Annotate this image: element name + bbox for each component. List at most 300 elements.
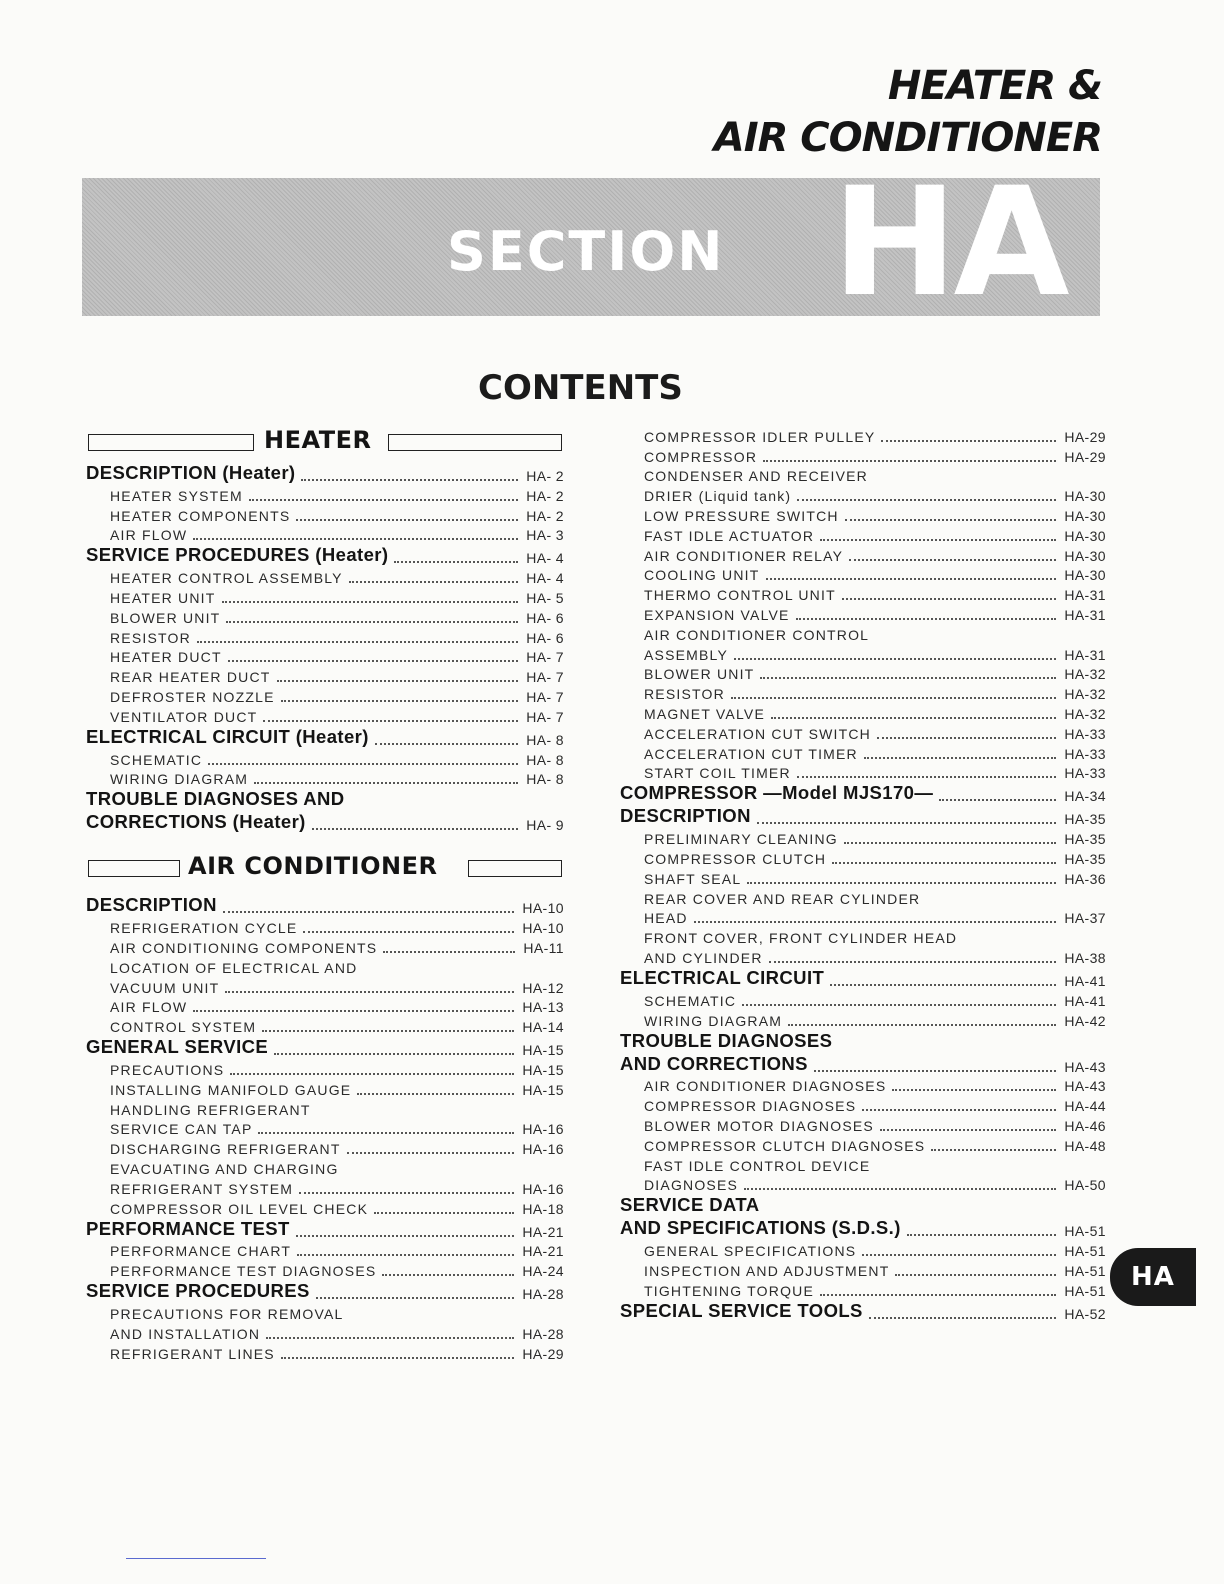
- leader-dots: [193, 1010, 514, 1012]
- leader-dots: [731, 697, 1056, 699]
- leader-dots: [832, 862, 1056, 864]
- contents-left-column: [86, 428, 564, 1363]
- leader-dots: [880, 1129, 1056, 1131]
- toc-entry-page: HA-44: [1064, 1098, 1106, 1115]
- toc-entry-page: HA-30: [1064, 567, 1106, 584]
- toc-entry-label: DISCHARGING REFRIGERANT: [110, 1141, 341, 1158]
- toc-entry[interactable]: [86, 749, 564, 769]
- toc-entry-page: HA-15: [522, 1081, 564, 1098]
- toc-entry[interactable]: [86, 1099, 564, 1119]
- toc-entry-page: HA- 8: [526, 771, 564, 788]
- toc-entry-label: SPECIAL SERVICE TOOLS: [620, 1299, 863, 1321]
- toc-entry[interactable]: [86, 1198, 564, 1218]
- toc-entry-page: HA- 2: [526, 468, 564, 484]
- toc-entry-page: HA-33: [1064, 725, 1106, 742]
- toc-entry-label: COMPRESSOR DIAGNOSES: [644, 1098, 857, 1115]
- toc-entry-label: BLOWER MOTOR DIAGNOSES: [644, 1117, 874, 1134]
- toc-entry[interactable]: [620, 828, 1106, 848]
- toc-entry-label: LOW PRESSURE SWITCH: [644, 507, 839, 524]
- toc-entry-page: HA-21: [522, 1223, 564, 1240]
- toc-entry-label: INSPECTION AND ADJUSTMENT: [644, 1262, 890, 1279]
- leader-dots: [258, 1132, 514, 1134]
- leader-dots: [862, 1254, 1056, 1256]
- toc-entry-label: GENERAL SERVICE: [86, 1036, 269, 1058]
- ac-header: [86, 854, 564, 888]
- leader-dots: [263, 720, 518, 722]
- toc-entry[interactable]: [620, 848, 1106, 868]
- toc-entry-label: DESCRIPTION (Heater): [86, 462, 296, 483]
- toc-entry[interactable]: [620, 805, 1106, 828]
- toc-entry-page: HA-36: [1064, 870, 1106, 887]
- toc-entry[interactable]: [86, 544, 564, 567]
- toc-entry-page: HA- 3: [526, 527, 564, 544]
- section-word: SECTION: [447, 220, 725, 283]
- toc-entry-label: PERFORMANCE CHART: [110, 1243, 292, 1260]
- toc-entry-label: EVACUATING AND CHARGING: [110, 1160, 339, 1177]
- leader-dots: [769, 961, 1057, 963]
- toc-entry-label: SCHEMATIC: [110, 751, 203, 768]
- toc-entry[interactable]: [86, 525, 564, 545]
- toc-entry-page: HA-29: [522, 1345, 564, 1362]
- leader-dots: [230, 1073, 514, 1075]
- leader-dots: [382, 1274, 514, 1276]
- ac-toc-list-continued: [620, 426, 1106, 1323]
- toc-entry-page: HA-10: [522, 920, 564, 937]
- leader-dots: [349, 581, 518, 583]
- toc-entry[interactable]: [620, 584, 1106, 604]
- toc-entry-label: REFRIGERATION CYCLE: [110, 920, 298, 937]
- toc-entry[interactable]: [620, 868, 1106, 888]
- toc-entry-label: SERVICE PROCEDURES (Heater): [86, 544, 389, 566]
- toc-entry-label: SERVICE PROCEDURES: [86, 1280, 310, 1302]
- toc-entry-label: AND CYLINDER: [644, 949, 763, 966]
- toc-entry[interactable]: [620, 624, 1106, 644]
- toc-entry[interactable]: [86, 1059, 564, 1079]
- toc-entry[interactable]: [620, 947, 1106, 967]
- toc-entry-label: HEATER DUCT: [110, 649, 222, 666]
- leader-dots: [845, 519, 1057, 521]
- toc-entry[interactable]: [86, 894, 564, 917]
- leader-dots: [226, 621, 518, 623]
- toc-entry-label: ELECTRICAL CIRCUIT: [620, 966, 825, 988]
- toc-entry-label: REAR HEATER DUCT: [110, 669, 271, 686]
- toc-entry[interactable]: [620, 466, 1106, 486]
- toc-entry-page: HA-12: [522, 979, 564, 996]
- toc-entry-label: FRONT COVER, FRONT CYLINDER HEAD: [644, 930, 958, 947]
- toc-entry-page: HA-41: [1064, 972, 1106, 989]
- toc-entry-page: HA- 8: [526, 731, 564, 748]
- toc-entry[interactable]: [620, 1115, 1106, 1135]
- toc-entry[interactable]: [620, 1217, 1106, 1240]
- leader-dots: [797, 776, 1057, 778]
- toc-entry[interactable]: [86, 647, 564, 667]
- toc-entry[interactable]: [86, 485, 564, 505]
- toc-entry-page: HA- 9: [526, 817, 564, 834]
- toc-entry-page: HA- 5: [526, 589, 564, 606]
- section-side-tab[interactable]: HA: [1110, 1248, 1196, 1306]
- toc-entry-page: HA-21: [522, 1243, 564, 1260]
- leader-dots: [788, 1024, 1056, 1026]
- toc-entry[interactable]: [86, 1280, 564, 1303]
- toc-entry-page: HA-24: [522, 1263, 564, 1280]
- leader-dots: [814, 1070, 1056, 1072]
- leader-dots: [277, 680, 519, 682]
- toc-entry[interactable]: [620, 723, 1106, 743]
- toc-entry[interactable]: [620, 703, 1106, 723]
- toc-entry-page: HA-43: [1064, 1078, 1106, 1095]
- leader-dots: [742, 1004, 1056, 1006]
- toc-entry[interactable]: [86, 1323, 564, 1343]
- toc-entry-label: HEATER COMPONENTS: [110, 507, 291, 524]
- toc-entry-label: AND SPECIFICATIONS (S.D.S.): [620, 1217, 901, 1239]
- toc-entry-label: CONTROL SYSTEM: [110, 1019, 257, 1036]
- toc-entry-label: EXPANSION VALVE: [644, 606, 790, 623]
- toc-entry-page: HA-11: [523, 939, 564, 956]
- toc-entry[interactable]: [86, 1036, 564, 1059]
- header-rule-left: [88, 860, 180, 877]
- toc-entry-page: HA-30: [1064, 488, 1106, 505]
- toc-entry[interactable]: [86, 937, 564, 957]
- toc-entry-label: HEATER UNIT: [110, 589, 216, 606]
- leader-dots: [881, 440, 1056, 442]
- toc-entry[interactable]: [620, 782, 1106, 805]
- toc-entry-label: GENERAL SPECIFICATIONS: [644, 1243, 857, 1260]
- leader-dots: [281, 1357, 514, 1359]
- toc-entry-label: VENTILATOR DUCT: [110, 708, 258, 725]
- toc-entry-page: HA-30: [1064, 507, 1106, 524]
- toc-entry[interactable]: [86, 505, 564, 525]
- leader-dots: [299, 1192, 514, 1194]
- toc-entry-page: HA-30: [1064, 547, 1106, 564]
- leader-dots: [907, 1234, 1057, 1236]
- leader-dots: [357, 1093, 514, 1095]
- toc-entry-label: SCHEMATIC: [644, 992, 737, 1009]
- toc-entry-page: HA-15: [522, 1042, 564, 1059]
- toc-entry-label: COMPRESSOR IDLER PULLEY: [644, 428, 876, 445]
- toc-entry-label: AIR CONDITIONING COMPONENTS: [110, 939, 378, 956]
- title-line-1: HEATER &: [887, 63, 1102, 109]
- leader-dots: [296, 519, 518, 521]
- leader-dots: [757, 822, 1056, 824]
- leader-dots: [796, 618, 1057, 620]
- footer-rule: [126, 1558, 266, 1559]
- toc-entry-page: HA- 2: [526, 487, 564, 504]
- toc-entry[interactable]: [620, 604, 1106, 624]
- section-banner: [82, 178, 1100, 316]
- leader-dots: [303, 931, 514, 933]
- toc-entry-label: INSTALLING MANIFOLD GAUGE: [110, 1081, 352, 1098]
- leader-dots: [842, 598, 1056, 600]
- toc-entry-label: PRECAUTIONS FOR REMOVAL: [110, 1305, 344, 1322]
- toc-entry-page: HA-16: [522, 1141, 564, 1158]
- toc-entry[interactable]: [620, 743, 1106, 763]
- leader-dots: [694, 921, 1057, 923]
- toc-entry-page: HA-42: [1064, 1012, 1106, 1029]
- leader-dots: [208, 763, 518, 765]
- toc-entry[interactable]: [620, 644, 1106, 664]
- toc-entry-label: CONDENSER AND RECEIVER: [644, 468, 868, 485]
- toc-entry-label: VACUUM UNIT: [110, 979, 220, 996]
- header-rule-right: [468, 860, 562, 877]
- section-code: HA: [832, 178, 1066, 316]
- toc-entry[interactable]: [620, 888, 1106, 908]
- leader-dots: [766, 578, 1057, 580]
- toc-entry[interactable]: [620, 1260, 1106, 1280]
- toc-entry[interactable]: [620, 545, 1106, 565]
- toc-entry-page: HA-43: [1064, 1058, 1106, 1075]
- toc-entry-label: REAR COVER AND REAR CYLINDER: [644, 890, 921, 907]
- toc-entry[interactable]: [86, 917, 564, 937]
- toc-entry-page: HA-14: [522, 1019, 564, 1036]
- toc-entry-label: SERVICE CAN TAP: [110, 1121, 253, 1138]
- leader-dots: [301, 479, 518, 481]
- toc-entry-page: HA-28: [522, 1286, 564, 1303]
- toc-entry-label: PRELIMINARY CLEANING: [644, 831, 838, 848]
- leader-dots: [262, 1030, 514, 1032]
- toc-entry-page: HA-32: [1064, 705, 1106, 722]
- toc-entry[interactable]: [620, 763, 1106, 783]
- toc-entry[interactable]: [86, 1138, 564, 1158]
- toc-entry-page: HA-35: [1064, 850, 1106, 867]
- toc-entry[interactable]: [86, 627, 564, 647]
- leader-dots: [266, 1337, 514, 1339]
- toc-entry-page: HA-48: [1064, 1137, 1106, 1154]
- toc-entry-page: HA-33: [1064, 765, 1106, 782]
- toc-entry[interactable]: [86, 1016, 564, 1036]
- leader-dots: [197, 641, 518, 643]
- toc-entry-label: PRECAUTIONS: [110, 1061, 225, 1078]
- leader-dots: [820, 1294, 1056, 1296]
- toc-entry-page: HA-31: [1064, 587, 1106, 604]
- toc-entry-label: HEATER CONTROL ASSEMBLY: [110, 570, 343, 587]
- leader-dots: [763, 460, 1056, 462]
- toc-entry-label: SHAFT SEAL: [644, 870, 742, 887]
- toc-entry-label: CORRECTIONS (Heater): [86, 811, 306, 833]
- toc-entry[interactable]: [620, 1053, 1106, 1076]
- toc-entry[interactable]: [86, 788, 564, 811]
- toc-entry[interactable]: [86, 706, 564, 726]
- toc-entry[interactable]: [86, 769, 564, 789]
- leader-dots: [281, 700, 519, 702]
- toc-entry-label: MAGNET VALVE: [644, 705, 765, 722]
- leader-dots: [316, 1297, 515, 1299]
- toc-entry[interactable]: [620, 565, 1106, 585]
- toc-entry[interactable]: [86, 1241, 564, 1261]
- header-rule-right: [388, 434, 562, 451]
- toc-entry[interactable]: [620, 664, 1106, 684]
- toc-entry[interactable]: [620, 1194, 1106, 1217]
- toc-entry[interactable]: [86, 1079, 564, 1099]
- toc-entry-label: COMPRESSOR CLUTCH: [644, 850, 827, 867]
- leader-dots: [895, 1274, 1056, 1276]
- ac-toc-list: [86, 894, 564, 1362]
- ac-header-label: AIR CONDITIONER: [188, 852, 438, 881]
- toc-entry[interactable]: [620, 1095, 1106, 1115]
- heater-toc-list: [86, 462, 564, 834]
- toc-entry-label: DIAGNOSES: [644, 1177, 739, 1194]
- toc-entry-page: HA- 6: [526, 609, 564, 626]
- leader-dots: [844, 842, 1056, 844]
- toc-entry[interactable]: [86, 567, 564, 587]
- toc-entry-label: COMPRESSOR —Model MJS170—: [620, 782, 934, 804]
- toc-entry-page: HA-31: [1064, 646, 1106, 663]
- toc-entry[interactable]: [86, 957, 564, 977]
- toc-entry-label: ASSEMBLY: [644, 646, 729, 663]
- toc-entry[interactable]: [620, 1240, 1106, 1260]
- toc-entry-label: PERFORMANCE TEST DIAGNOSES: [110, 1263, 377, 1280]
- toc-entry[interactable]: [86, 726, 564, 749]
- leader-dots: [347, 1152, 515, 1154]
- toc-entry-label: AIR FLOW: [110, 999, 188, 1016]
- toc-entry[interactable]: [620, 990, 1106, 1010]
- leader-dots: [820, 539, 1056, 541]
- header-rule-left: [88, 434, 254, 451]
- leader-dots: [249, 499, 518, 501]
- toc-entry-page: HA-13: [522, 999, 564, 1016]
- toc-entry-label: TIGHTENING TORQUE: [644, 1282, 815, 1299]
- toc-entry-label: AND CORRECTIONS: [620, 1052, 808, 1074]
- toc-entry-page: HA-51: [1064, 1243, 1106, 1260]
- leader-dots: [254, 782, 518, 784]
- toc-entry[interactable]: [620, 927, 1106, 947]
- toc-entry[interactable]: [620, 1300, 1106, 1323]
- leader-dots: [296, 1235, 515, 1237]
- toc-entry-label: AIR CONDITIONER RELAY: [644, 547, 844, 564]
- document-title: [714, 60, 1102, 164]
- contents-right-column: [620, 426, 1106, 1323]
- leader-dots: [222, 601, 519, 603]
- toc-entry-label: THERMO CONTROL UNIT: [644, 587, 836, 604]
- leader-dots: [864, 757, 1056, 759]
- toc-entry-page: HA-16: [522, 1180, 564, 1197]
- toc-entry-page: HA- 7: [526, 708, 564, 725]
- toc-entry[interactable]: [86, 1119, 564, 1139]
- toc-entry[interactable]: [620, 446, 1106, 466]
- toc-entry-label: ACCELERATION CUT TIMER: [644, 745, 858, 762]
- toc-entry[interactable]: [86, 1343, 564, 1363]
- leader-dots: [747, 882, 1056, 884]
- toc-entry[interactable]: [86, 666, 564, 686]
- leader-dots: [228, 660, 518, 662]
- leader-dots: [312, 828, 518, 830]
- toc-entry-page: HA-35: [1064, 831, 1106, 848]
- toc-entry-label: COMPRESSOR: [644, 448, 758, 465]
- toc-entry-page: HA-51: [1064, 1282, 1106, 1299]
- leader-dots: [193, 538, 518, 540]
- toc-entry-page: HA- 2: [526, 507, 564, 524]
- toc-entry-label: RESISTOR: [110, 629, 191, 646]
- toc-entry-page: HA-28: [522, 1325, 564, 1342]
- toc-entry-label: RESISTOR: [644, 686, 725, 703]
- toc-entry-page: HA-51: [1064, 1262, 1106, 1279]
- toc-entry-label: FAST IDLE ACTUATOR: [644, 527, 815, 544]
- leader-dots: [849, 559, 1056, 561]
- toc-entry-page: HA- 4: [526, 570, 564, 587]
- toc-entry[interactable]: [620, 426, 1106, 446]
- toc-entry-label: BLOWER UNIT: [644, 666, 755, 683]
- toc-entry[interactable]: [86, 1178, 564, 1198]
- toc-entry-label: DESCRIPTION: [86, 894, 217, 916]
- toc-entry-label: SERVICE DATA: [620, 1194, 760, 1216]
- leader-dots: [734, 658, 1056, 660]
- toc-entry-page: HA- 7: [526, 649, 564, 666]
- toc-entry[interactable]: [86, 462, 564, 485]
- leader-dots: [939, 799, 1056, 801]
- toc-entry-page: HA-30: [1064, 527, 1106, 544]
- toc-entry[interactable]: [620, 505, 1106, 525]
- toc-entry[interactable]: [86, 1218, 564, 1241]
- toc-entry-page: HA- 7: [526, 688, 564, 705]
- toc-entry-page: HA-37: [1064, 910, 1106, 927]
- leader-dots: [931, 1149, 1056, 1151]
- leader-dots: [383, 951, 515, 953]
- toc-entry[interactable]: [620, 1155, 1106, 1175]
- toc-entry-page: HA- 4: [526, 550, 564, 567]
- leader-dots: [225, 991, 514, 993]
- toc-entry-page: HA-50: [1064, 1177, 1106, 1194]
- toc-entry-page: HA-52: [1064, 1305, 1106, 1322]
- toc-entry[interactable]: [620, 1010, 1106, 1030]
- toc-entry-page: HA-32: [1064, 686, 1106, 703]
- toc-entry[interactable]: [86, 587, 564, 607]
- toc-entry-label: HEATER SYSTEM: [110, 487, 243, 504]
- toc-entry[interactable]: [620, 683, 1106, 703]
- toc-entry-label: FAST IDLE CONTROL DEVICE: [644, 1157, 871, 1174]
- toc-entry-label: AIR FLOW: [110, 527, 188, 544]
- toc-entry[interactable]: [620, 1135, 1106, 1155]
- toc-entry[interactable]: [620, 967, 1106, 990]
- toc-entry[interactable]: [620, 1175, 1106, 1195]
- toc-entry[interactable]: [620, 485, 1106, 505]
- toc-entry-label: COMPRESSOR CLUTCH DIAGNOSES: [644, 1137, 926, 1154]
- toc-entry-label: AIR CONDITIONER CONTROL: [644, 626, 870, 643]
- toc-entry[interactable]: [86, 997, 564, 1017]
- leader-dots: [297, 1254, 514, 1256]
- leader-dots: [394, 561, 518, 563]
- toc-entry-label: REFRIGERANT LINES: [110, 1345, 275, 1362]
- toc-entry-label: BLOWER UNIT: [110, 609, 221, 626]
- toc-entry-page: HA-32: [1064, 666, 1106, 683]
- toc-entry-label: ACCELERATION CUT SWITCH: [644, 725, 871, 742]
- toc-entry-label: TROUBLE DIAGNOSES AND: [86, 788, 345, 810]
- toc-entry-page: HA-34: [1064, 788, 1106, 805]
- toc-entry[interactable]: [620, 1280, 1106, 1300]
- toc-entry-page: HA-38: [1064, 949, 1106, 966]
- leader-dots: [274, 1053, 514, 1055]
- toc-entry-page: HA-41: [1064, 992, 1106, 1009]
- toc-entry[interactable]: [86, 1158, 564, 1178]
- toc-entry[interactable]: [620, 525, 1106, 545]
- toc-entry[interactable]: [86, 1260, 564, 1280]
- leader-dots: [223, 911, 514, 913]
- toc-entry[interactable]: [86, 977, 564, 997]
- toc-entry-label: START COIL TIMER: [644, 765, 791, 782]
- toc-entry-label: COMPRESSOR OIL LEVEL CHECK: [110, 1200, 369, 1217]
- toc-entry[interactable]: [620, 1076, 1106, 1096]
- toc-entry-label: REFRIGERANT SYSTEM: [110, 1180, 294, 1197]
- heater-header-label: HEATER: [264, 426, 372, 454]
- toc-entry-label: WIRING DIAGRAM: [644, 1012, 783, 1029]
- toc-entry-page: HA-18: [522, 1200, 564, 1217]
- toc-entry[interactable]: [86, 607, 564, 627]
- toc-entry[interactable]: [86, 1303, 564, 1323]
- toc-entry[interactable]: [620, 908, 1106, 928]
- toc-entry-label: LOCATION OF ELECTRICAL AND: [110, 959, 358, 976]
- toc-entry[interactable]: [86, 811, 564, 834]
- toc-entry-page: HA-51: [1064, 1223, 1106, 1240]
- toc-entry[interactable]: [620, 1030, 1106, 1053]
- toc-entry[interactable]: [86, 686, 564, 706]
